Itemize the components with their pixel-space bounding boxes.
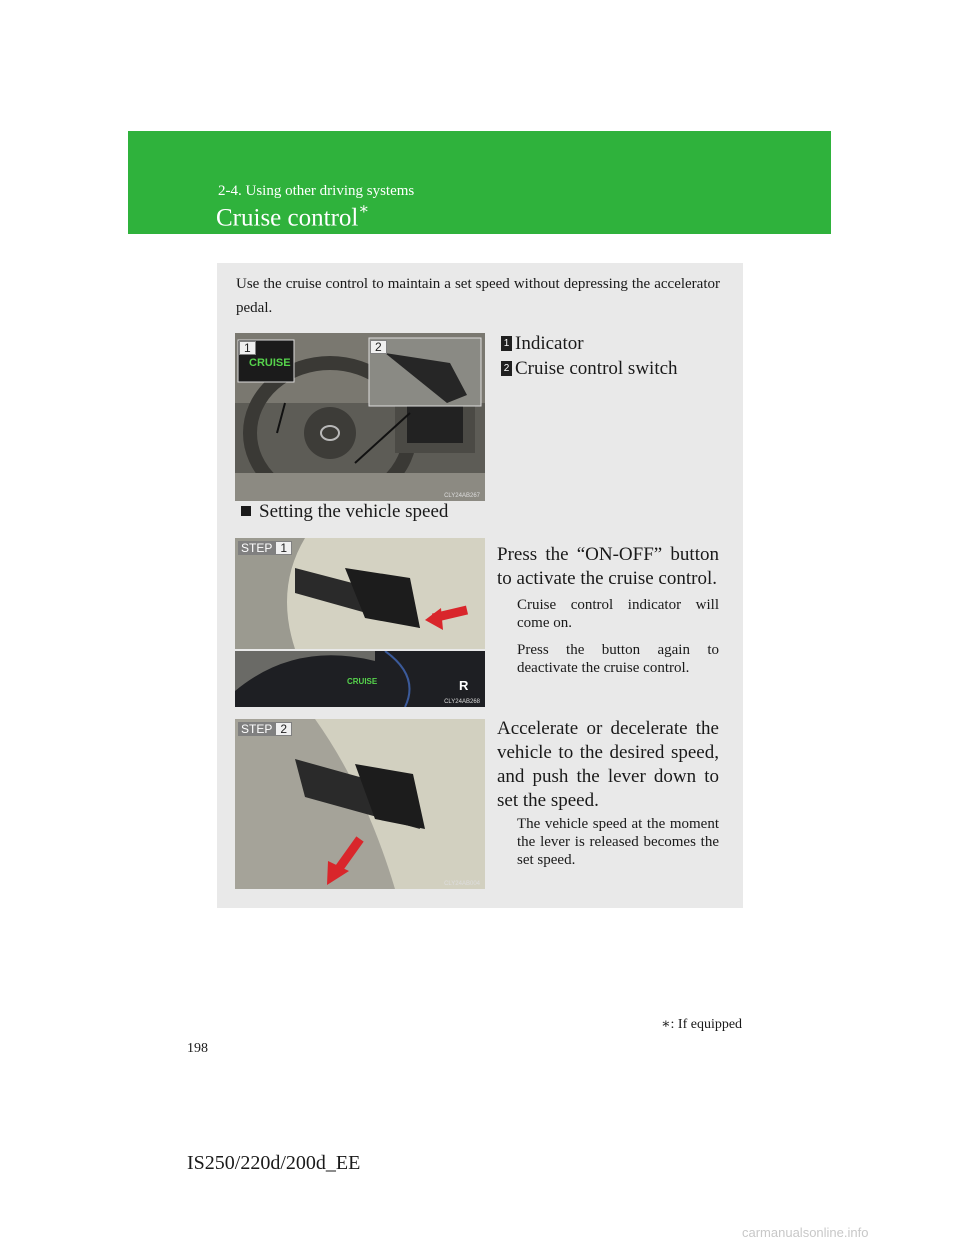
image-code: CLY24AB268 <box>444 699 480 705</box>
legend-item <box>501 356 678 381</box>
legend-label: Indicator <box>515 333 584 354</box>
content-panel <box>217 263 743 908</box>
chapter-header <box>128 131 831 234</box>
intro-text: Use the cruise control to maintain a set speed without depressing the accelerator pedal. <box>236 276 720 316</box>
step-badge-1: STEP 1 <box>238 541 292 555</box>
step1-note: Cruise control indicator will come on. <box>517 597 719 631</box>
cluster-cruise-text: CRUISE <box>347 677 378 686</box>
legend-label: Cruise control switch <box>515 358 678 379</box>
section-heading: Setting the vehicle speed <box>241 501 448 523</box>
step-badge-2: STEP 2 <box>238 722 292 736</box>
footnote: ∗: If equipped <box>661 1017 743 1032</box>
legend-item <box>501 331 678 356</box>
legend-number-icon: 1 <box>501 336 512 351</box>
callout-badge-2: 2 <box>370 340 387 354</box>
watermark: carmanualsonline.info <box>742 1225 869 1240</box>
image-code: CLY24AB004 <box>444 881 480 887</box>
step2-switch-image <box>235 719 485 889</box>
step1-switch-image <box>235 538 485 649</box>
image-code: CLY24AB267 <box>444 493 480 499</box>
model-footer: IS250/220d/200d_EE <box>187 1152 361 1174</box>
legend-number-icon: 2 <box>501 361 512 376</box>
square-bullet-icon <box>241 506 251 516</box>
legend <box>501 331 678 381</box>
page-title <box>216 201 369 232</box>
title-footnote-mark: ∗ <box>358 201 370 218</box>
step1-text: Press the “ON-OFF” button to activate the cruise control. <box>497 544 719 589</box>
dashboard-image <box>235 333 485 501</box>
step2-text: Accelerate or decelerate the vehicle to the desired speed, and push the lever down to set the speed. <box>497 718 719 811</box>
lever-illustration <box>235 719 485 889</box>
step1-note: Press the button again to deactivate the cruise control. <box>517 642 719 676</box>
page-number: 198 <box>187 1041 208 1056</box>
section-label: 2-4. Using other driving systems <box>218 183 415 199</box>
step2-note: The vehicle speed at the moment the lever is released becomes the set speed. <box>517 816 719 868</box>
title-text: Cruise control <box>216 204 359 232</box>
cluster-gear-text: R <box>459 678 469 693</box>
step1-cluster-image <box>235 651 485 707</box>
callout-badge-1: 1 <box>239 341 256 355</box>
indicator-cruise-text: CRUISE <box>249 357 291 369</box>
